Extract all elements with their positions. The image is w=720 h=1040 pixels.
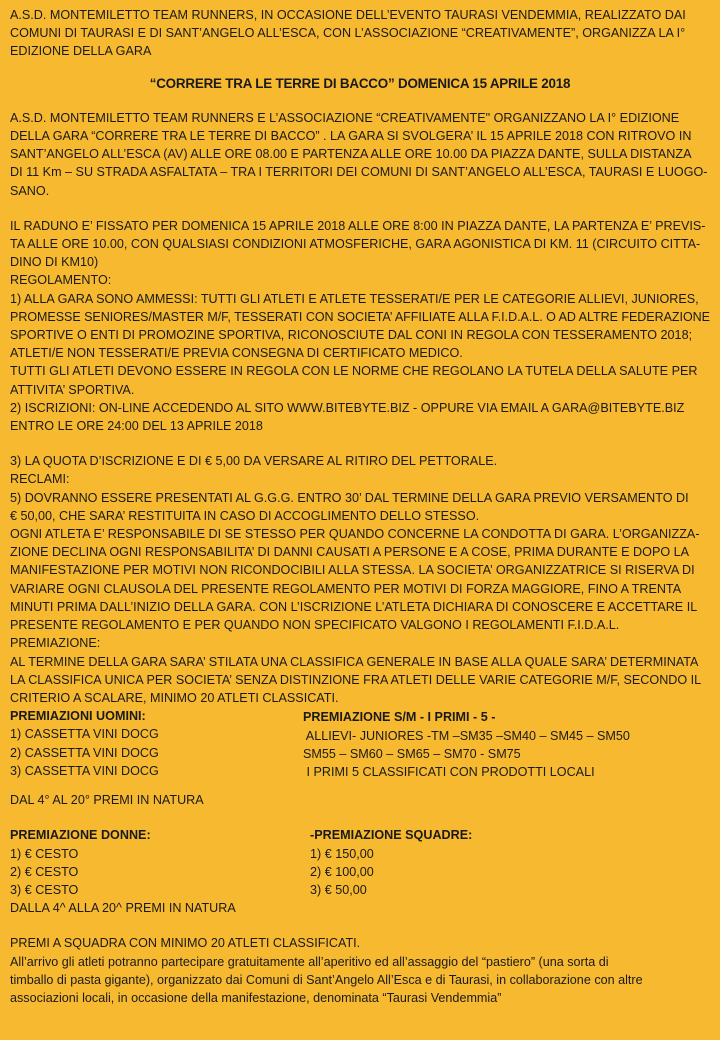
men-prizes-heading: PREMIAZIONI UOMINI: [10,709,146,724]
text-line: All’arrivo gli atleti potranno partecipare gratuitamente all’aperitivo ed all’assaggio del “pastiero” (una sorta di [10,954,609,969]
text-line: DELLA GARA “CORRERE TRA LE TERRE DI BACCO” . LA GARA SI SVOLGERA’ IL 15 APRILE 2018 CON RITROVO IN [10,129,692,144]
list-item: ALLIEVI- JUNIORES -TM –SM35 –SM40 – SM45 – SM50 [303,728,630,743]
women-team-prizes-row [10,826,710,917]
team-prizes-heading: -PREMIAZIONE SQUADRE: [310,828,473,843]
women-prizes-heading: PREMIAZIONE DONNE: [10,828,151,843]
text-line: TUTTI GLI ATLETI DEVONO ESSERE IN REGOLA CON LE NORME CHE REGOLANO LA TUTELA DELLA SALUTE PER [10,364,698,379]
text-line: SANT’ANGELO ALL’ESCA (AV) ALLE ORE 08.00 E PARTENZA ALLE ORE 10.00 DA PIAZZA DANTE, SULLA DISTANZA [10,147,692,162]
text-line: DINO DI KM10) [10,255,99,270]
text-line: MANIFESTAZIONE PER MOTIVI NON RICONDOCIBILI ALLA STESSA. LA SOCIETA’ ORGANIZZATRICE SI RISERVA DI [10,563,695,578]
text-line: VARIARE OGNI CLAUSOLA DEL PRESENTE REGOLAMENTO PER MOTIVI DI FORZA MAGGIORE, FINO A TRENTA [10,581,682,596]
text-line: REGOLAMENTO: [10,273,112,288]
text-line: PRESENTE REGOLAMENTO E PER QUANDO NON SPECIFICATO VALGONO I REGOLAMENTI F.I.D.A.L. [10,618,620,633]
text-line: A.S.D. MONTEMILETTO TEAM RUNNERS E L’ASSOCIAZIONE “CREATIVAMENTE" ORGANIZZANO LA I° EDIZIONE [10,110,680,125]
regulation-section [10,217,710,435]
text-line: ATTIVITA’ SPORTIVA. [10,382,135,397]
closing-paragraph [10,934,710,1007]
text-line: SANO. [10,183,50,198]
text-line: 2) ISCRIZIONI: ON-LINE ACCEDENDO AL SITO WWW.BITEBYTE.BIZ - OPPURE VIA EMAIL A GARA@BITEBYTE.BIZ [10,400,685,415]
text-line: OGNI ATLETA E’ RESPONSABILE DI SE STESSO PER QUANDO CONCERNE LA CONDOTTA DI GARA. L’ORGANIZZA- [10,527,700,542]
text-line: ATLETI/E NON TESSERATI/E PREVIA CONSEGNA DI CERTIFICATO MEDICO. [10,346,463,361]
list-item: 3) CASSETTA VINI DOCG [10,763,159,778]
women-prizes-footer: DALLA 4^ ALLA 20^ PREMI IN NATURA [10,901,236,916]
text-line: EDIZIONE DELLA GARA [10,44,152,59]
text-line: PREMIAZIONE: [10,636,101,651]
text-line: ZIONE DECLINA OGNI RESPONSABILITA’ DI DANNI CAUSATI A PERSONE E A COSE, PRIMA DURANTE E DOPO LA [10,545,690,560]
fees-complaints-section [10,452,710,707]
text-line: PROMESSE SENIORES/MASTER M/F, TESSERATI CON SOCIETA’ AFFILIATE ALLA F.I.D.A.L. O AD ALTRE FEDERAZIONE [10,309,710,324]
text-line: 1) ALLA GARA SONO AMMESSI: TUTTI GLI ATLETI E ATLETE TESSERATI/E PER LE CATEGORIE ALLIEVI, JUNIORES, [10,291,699,306]
list-item: 2) € CESTO [10,864,79,879]
text-line: timballo di pasta gigante), organizzato dai Comuni di Sant’Angelo All’Esca e di Taurasi, in collaborazione con altre [10,972,643,987]
list-item: 1) CASSETTA VINI DOCG [10,727,159,742]
text-line: A.S.D. MONTEMILETTO TEAM RUNNERS, IN OCCASIONE DELL’EVENTO TAURASI VENDEMMIA, REALIZZATO DAI [10,8,686,22]
list-item: 2) € 100,00 [310,864,374,879]
text-line: 3) LA QUOTA D’ISCRIZIONE E DI € 5,00 DA VERSARE AL RITIRO DEL PETTORALE. [10,454,498,469]
text-line: TA ALLE ORE 10.00, CON QUALSIASI CONDIZIONI ATMOSFERICHE, GARA AGONISTICA DI KM. 11 (CIRCUITO CITTA- [10,237,701,252]
list-item: 1) € 150,00 [310,846,374,861]
list-item: 3) € CESTO [10,882,79,897]
women-prizes-block [10,826,303,917]
intro-paragraph [10,6,710,61]
sm-prizes-block [303,708,710,781]
text-line: AL TERMINE DELLA GARA SARA’ STILATA UNA CLASSIFICA GENERALE IN BASE ALLA QUALE SARA’ DETERMINATA [10,654,699,669]
sm-prizes-heading: PREMIAZIONE S/M - I PRIMI - 5 - [303,710,496,725]
event-title: “CORRERE TRA LE TERRE DI BACCO” DOMENICA 15 APRILE 2018 [149,75,571,91]
text-line: PREMI A SQUADRA CON MINIMO 20 ATLETI CLASSIFICATI. [10,936,361,951]
text-line: ENTRO LE ORE 24:00 DEL 13 APRILE 2018 [10,419,263,434]
event-description [10,109,710,200]
text-line: MINUTI PRIMA DALL’INIZIO DELLA GARA. CON L’ISCRIZIONE L’ATLETA DICHIARA DI CONOSCERE E ACCETTARE IL [10,599,698,614]
text-line: LA CLASSIFICA UNICA PER SOCIETA’ SENZA DISTINZIONE FRA ATLETI DELLE VARIE CATEGORIE M/F, SECONDO IL [10,672,702,687]
men-prizes-list [10,725,303,781]
text-line: associazioni locali, in occasione della manifestazione, denominata “Taurasi Vendemmia” [10,990,502,1005]
team-prizes-block [310,826,710,917]
text-line: IL RADUNO E’ FISSATO PER DOMENICA 15 APRILE 2018 ALLE ORE 8:00 IN PIAZZA DANTE, LA PARTENZA E’ PREVIS- [10,218,706,233]
list-item: 1) € CESTO [10,846,79,861]
list-item: 2) CASSETTA VINI DOCG [10,745,159,760]
text-line: DI 11 Km – SU STRADA ASFALTATA – TRA I TERRITORI DEI COMUNI DI SANT’ANGELO ALL’ESCA, TAURASI E LUOGO- [10,165,708,180]
list-item: 3) € 50,00 [310,882,367,897]
list-item: I PRIMI 5 CLASSIFICATI CON PRODOTTI LOCALI [303,764,595,779]
text-line: SPORTIVE O ENTI DI PROMOZINE SPORTIVA, RICONOSCIUTE DAL CONI IN REGOLA CON TESSERAMENTO 2018; [10,328,693,343]
text-line: COMUNI DI TAURASI E DI SANT’ANGELO ALL’ESCA, CON L’ASSOCIAZIONE “CREATIVAMENTE”, ORGANIZZA LA I° [10,26,686,41]
text-line: € 50,00, CHE SARA’ RESTITUITA IN CASO DI ACCOGLIMENTO DELLO STESSO. [10,508,480,523]
men-prizes-footer: DAL 4° AL 20° PREMI IN NATURA [10,793,204,808]
text-line: 5) DOVRANNO ESSERE PRESENTATI AL G.G.G. ENTRO 30’ DAL TERMINE DELLA GARA PREVIO VERSAMENTO DI [10,490,689,505]
text-line: RECLAMI: [10,472,70,487]
list-item: SM55 – SM60 – SM65 – SM70 - SM75 [303,746,521,761]
text-line: CRITERIO A SCALARE, MINIMO 20 ATLETI CLASSICATI. [10,690,339,705]
